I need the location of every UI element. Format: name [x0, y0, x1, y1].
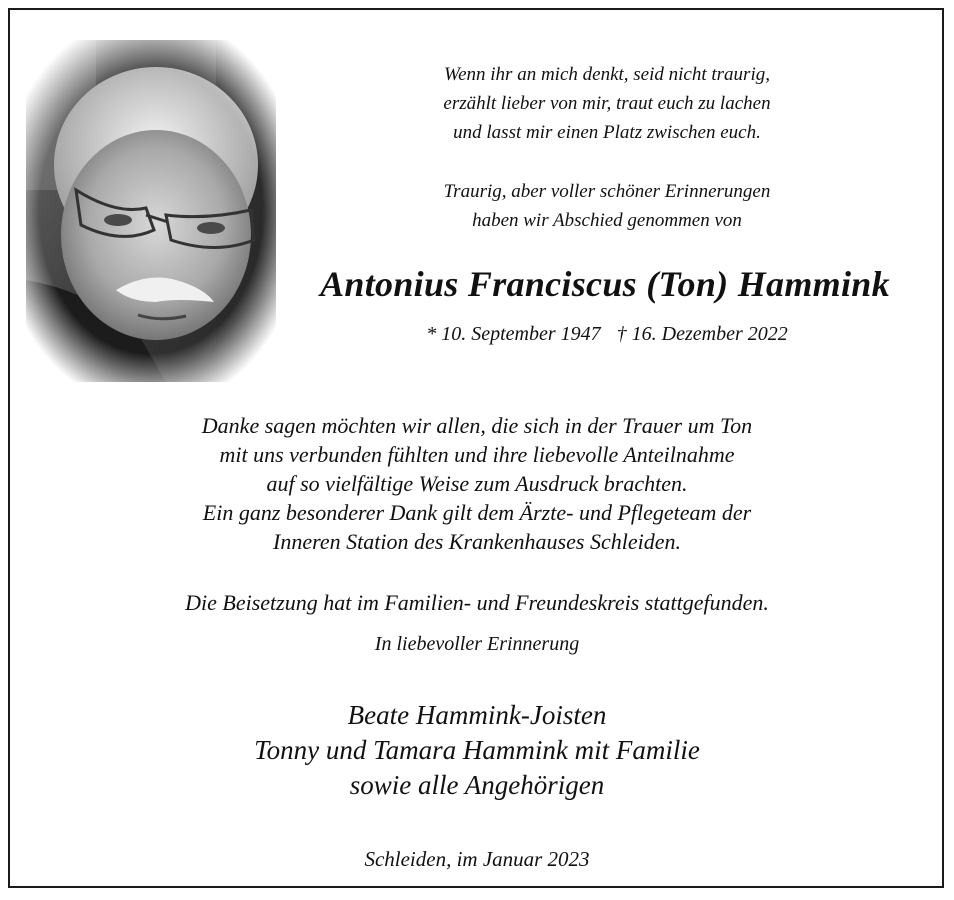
death-date: † 16. Dezember 2022	[616, 323, 788, 345]
portrait-photo-icon	[26, 40, 276, 382]
poem-line: und lasst mir einen Platz zwischen euch.	[453, 122, 761, 143]
intro-text	[300, 177, 914, 235]
portrait-photo	[26, 40, 276, 382]
intro-line: haben wir Abschied genommen von	[472, 210, 742, 231]
poem-line: Wenn ihr an mich denkt, seid nicht traurig,	[444, 64, 770, 85]
signer-line: Tonny und Tamara Hammink mit Familie	[254, 735, 700, 765]
burial-note: Die Beisetzung hat im Familien- und Freundeskreis stattgefunden.	[185, 590, 769, 615]
signer-line: sowie alle Angehörigen	[349, 770, 605, 800]
poem-verse	[300, 60, 914, 147]
thanks-line: mit uns verbunden fühlten und ihre liebevolle Anteilnahme	[219, 442, 735, 467]
thanks-line: Ein ganz besonderer Dank gilt dem Ärzte- und Pflegeteam der	[202, 500, 752, 525]
thanks-text	[60, 411, 894, 556]
signer-line: Beate Hammink-Joisten	[347, 700, 607, 730]
thanks-line: auf so vielfältige Weise zum Ausdruck brachten.	[266, 471, 688, 496]
thanks-line: Inneren Station des Krankenhauses Schleiden.	[273, 529, 681, 554]
place-date: Schleiden, im Januar 2023	[364, 847, 590, 871]
poem-line: erzählt lieber von mir, traut euch zu lachen	[443, 93, 771, 114]
thanks-line: Danke sagen möchten wir allen, die sich in der Trauer um Ton	[201, 413, 753, 438]
memory-note: In liebevoller Erinnerung	[374, 633, 580, 655]
birth-date: * 10. September 1947	[426, 323, 601, 345]
intro-line: Traurig, aber voller schöner Erinnerungen	[443, 181, 771, 202]
deceased-name: Antonius Franciscus (Ton) Hammink	[320, 264, 890, 304]
life-dates	[300, 320, 914, 348]
signers	[60, 698, 894, 803]
